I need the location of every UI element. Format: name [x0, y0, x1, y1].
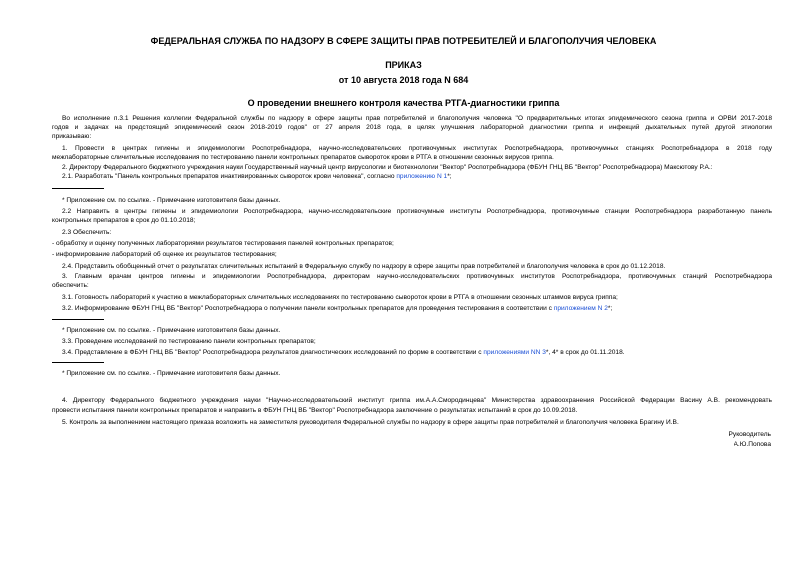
paragraph-line: контрольных препаратов в срок до 01.10.2018; — [52, 217, 196, 224]
paragraph-line — [52, 304, 612, 313]
paragraph-line: 3.1. Готовность лабораторий к участию в межлабораторных сличительных исследованиях по тестированию сывороток крови в РТГА в отношении сезонных штаммов вируса гриппа; — [62, 294, 618, 301]
agency-title: ФЕДЕРАЛЬНАЯ СЛУЖБА ПО НАДЗОРУ В СФЕРЕ ЗАЩИТЫ ПРАВ ПОТРЕБИТЕЛЕЙ И БЛАГОПОЛУЧИЯ ЧЕЛОВЕКА — [150, 36, 657, 46]
paragraph-line: 1. Провести в центрах гигиены и эпидемиологии Роспотребнадзора, научно-исследовательских противочумных институтах Роспотребнадзора, противочумных станциях Роспотребнадзора в 2018 году — [62, 145, 772, 152]
paragraph-line: 2.2 Направить в центры гигиены и эпидемиологии Роспотребнадзора, научно-исследовательские противочумные институты Роспотребнадзора, противочумные станции Роспотребнадзора разработанную панель — [62, 208, 772, 215]
item-tail: *; — [447, 173, 452, 180]
paragraph-line: годов и задачах на предстоящий эпидемический сезон 2018-2019 годов" от 27 апреля 2018 года, в целях улучшения лабораторной диагностики гриппа и инфекций дыхательных путей другой этиологии — [52, 124, 772, 131]
item-text: 3.4. Представление в ФБУН ГНЦ ВБ "Вектор" Роспотребнадзора результатов диагностических исследований по форме в соответствии с — [62, 349, 484, 356]
paragraph-line: провести испытания панели контрольных препаратов и направить в ФБУН ГНЦ ВБ "Вектор" Роспотребнадзора заключение о результатах испытаний в срок до 10.09.2018. — [52, 407, 578, 414]
item-tail: *; — [607, 305, 613, 312]
paragraph-line: - информирование лабораторий об оценке их результатов тестирования; — [52, 251, 277, 258]
paragraph-line: 2. Директору Федерального бюджетного учреждения науки Государственный научный центр вирусологии и биотехнологии "Вектор" Роспотребнадзора (ФБУН ГНЦ ВБ "Вектор" Роспотребнадзора) Максютову Р.А.: — [62, 164, 713, 171]
appendix-2-link[interactable]: приложением N 2 — [553, 305, 608, 312]
footnote-divider — [52, 188, 104, 189]
paragraph-line: обеспечить: — [52, 282, 89, 289]
paragraph-line: межлабораторные сличительные исследования по тестированию панели контрольных препаратов сывороток крови в РТГА в отношении сезонных вирусов гриппа. — [52, 154, 554, 161]
footnote: * Приложение см. по ссылке. - Примечание изготовителя базы данных. — [62, 197, 281, 204]
paragraph-line: Во исполнение п.3.1 Решения коллегии Федеральной службы по надзору в сфере защиты прав потребителей и благополучия человека "О предварительных итогах эпидемического сезона гриппа и ОРВИ 2017-2018 — [62, 115, 772, 122]
doc-subject: О проведении внешнего контроля качества РТГА-диагностики гриппа — [247, 98, 560, 108]
footnote: * Приложение см. по ссылке. - Примечание изготовителя базы данных. — [62, 370, 281, 377]
appendix-3-4-link[interactable]: приложениями NN 3 — [483, 349, 546, 356]
paragraph-line: 3.3. Проведение исследований по тестированию панели контрольных препаратов; — [62, 338, 316, 345]
item-text: 3.2. Информирование ФБУН ГНЦ ВБ "Вектор" Роспотребнадзора о получении панели контрольных препаратов для проведения тестирования в соответствии с — [62, 305, 554, 312]
paragraph-line — [52, 348, 625, 357]
paragraph-line: 2.4. Представить обобщенный отчет о результатах сличительных испытаний в Федеральную службу по надзору в сфере защиты прав потребителей и благополучия человека в срок до 01.12.2018. — [62, 263, 666, 270]
signature-role: Руководитель — [728, 431, 771, 438]
paragraph-line — [52, 172, 452, 181]
footnote: * Приложение см. по ссылке. - Примечание изготовителя базы данных. — [62, 327, 281, 334]
doc-type: ПРИКАЗ — [385, 60, 422, 70]
paragraph-line: 2.3 Обеспечить: — [62, 229, 112, 236]
appendix-1-link[interactable]: приложению N 1 — [396, 173, 448, 180]
item-text: 2.1. Разработать "Панель контрольных препаратов инактивированных сывороток крови человека", согласно — [62, 173, 397, 180]
paragraph-line: - обработку и оценку полученных лабораториями результатов тестирования панелей контрольных препаратов; — [52, 240, 394, 247]
signature-name: А.Ю.Попова — [733, 441, 771, 448]
footnote-divider — [52, 362, 104, 363]
footnote-divider — [52, 319, 104, 320]
paragraph-line: 4. Директору Федерального бюджетного учреждения науки "Научно-исследовательский институт гриппа им.А.А.Смородинцева" Министерства здравоохранения Российской Федерации Васину А.В. рекомендовать — [62, 397, 772, 404]
item-tail: *, 4* в срок до 01.11.2018. — [545, 349, 625, 356]
date-number: от 10 августа 2018 года N 684 — [338, 75, 469, 85]
paragraph-line: 5. Контроль за выполнением настоящего приказа возложить на заместителя руководителя Федеральной службы по надзору в сфере защиты прав потребителей и благополучия человека Брагину И.В. — [62, 419, 679, 426]
paragraph-line: 3. Главным врачам центров гигиены и эпидемиологии Роспотребнадзора, директорам научно-исследовательских противочумных институтов Роспотребнадзора, противочумных станций Роспотребнадзора — [62, 273, 772, 280]
paragraph-line: приказываю: — [52, 133, 92, 140]
